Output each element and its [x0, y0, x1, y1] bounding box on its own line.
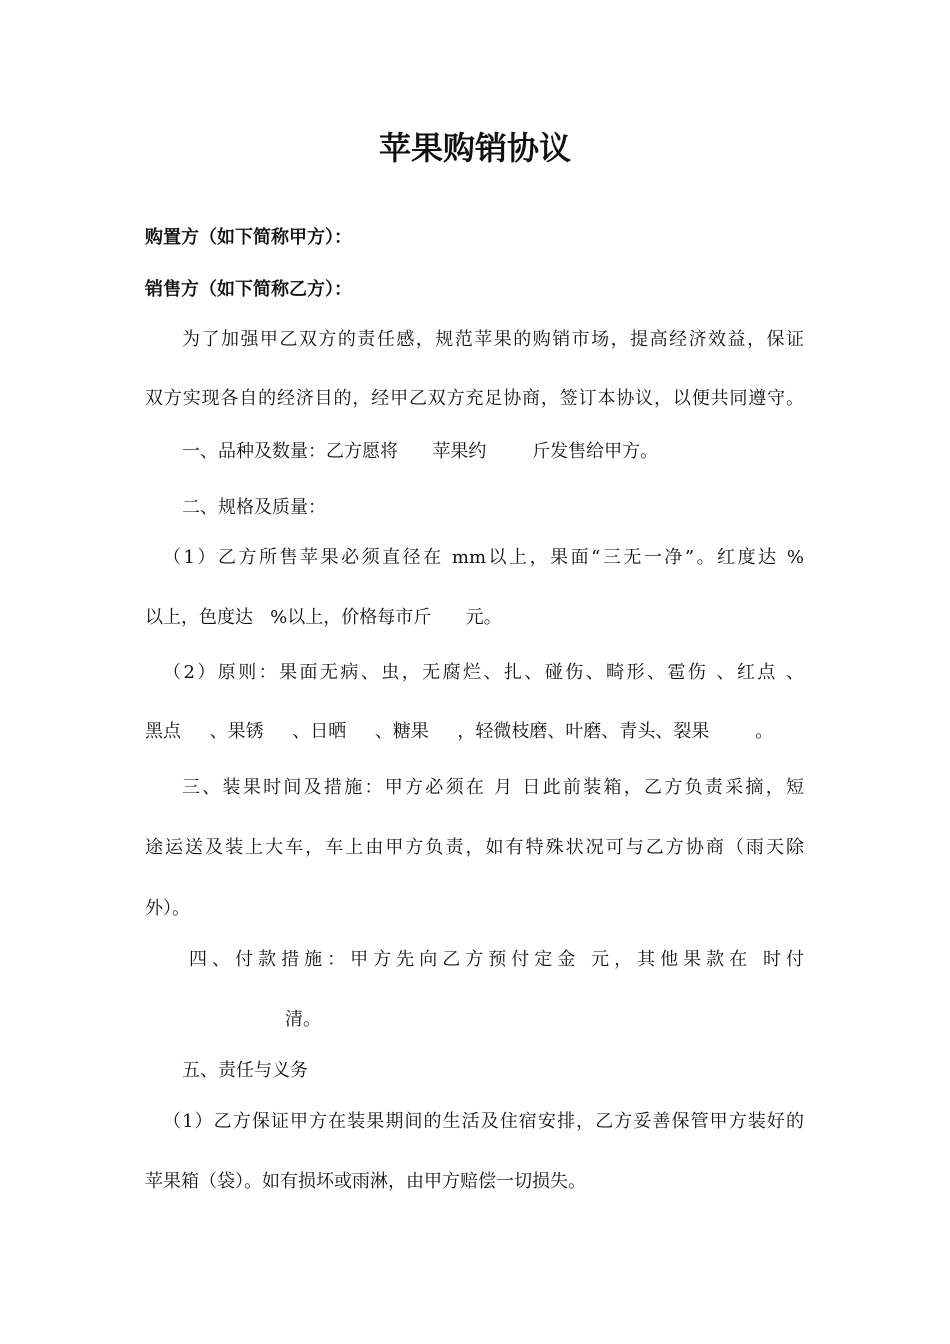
- section-2-1-line-1: （1）乙方所售苹果必须直径在 mm以上，果面“三无一净”。红度达 %: [163, 547, 804, 568]
- section-2-2-line-1: （2）原则：果面无病、虫，无腐烂、扎、碰伤、畸形、雹伤 、红点 、: [163, 662, 804, 683]
- section-1-variety-quantity: 一、品种及数量：乙方愿将 苹果约 斤发售给甲方。: [182, 441, 659, 462]
- section-4-line-2: 清。: [285, 1009, 321, 1030]
- section-3-line-2: 途运送及装上大车，车上由甲方负责，如有特殊状况可与乙方协商（雨天除: [145, 837, 804, 858]
- section-2-1-line-2: 以上，色度达 %以上，价格每市斤 元。: [145, 607, 502, 628]
- page-title: 苹果购销协议: [378, 129, 571, 167]
- intro-line-1: 为了加强甲乙双方的责任感，规范苹果的购销市场，提高经济效益，保证: [182, 329, 804, 350]
- section-2-2-line-2: 黑点 、果锈 、日晒 、糖果 ，轻微枝磨、叶磨、青头、裂果 。: [145, 721, 774, 742]
- section-5-1-line-1: （1）乙方保证甲方在装果期间的生活及住宿安排，乙方妥善保管甲方装好的: [163, 1111, 804, 1132]
- section-2-heading: 二、规格及质量：: [182, 497, 326, 518]
- intro-line-2: 双方实现各自的经济目的，经甲乙双方充足协商，签订本协议，以便共同遵守。: [145, 388, 804, 409]
- section-3-line-3: 外）。: [145, 898, 190, 919]
- section-5-1-line-2: 苹果箱（袋）。如有损坏或雨淋，由甲方赔偿一切损失。: [145, 1171, 586, 1192]
- section-4-line-1: 四、付款措施：甲方先向乙方预付定金 元，其他果款在 时付: [189, 949, 804, 970]
- section-3-line-1: 三、装果时间及措施：甲方必须在 月 日此前装箱，乙方负责采摘，短: [182, 777, 804, 798]
- section-5-heading: 五、责任与义务: [182, 1060, 308, 1081]
- seller-label: 销售方（如下简称乙方）：: [145, 279, 352, 300]
- buyer-label: 购置方（如下简称甲方）：: [145, 227, 352, 248]
